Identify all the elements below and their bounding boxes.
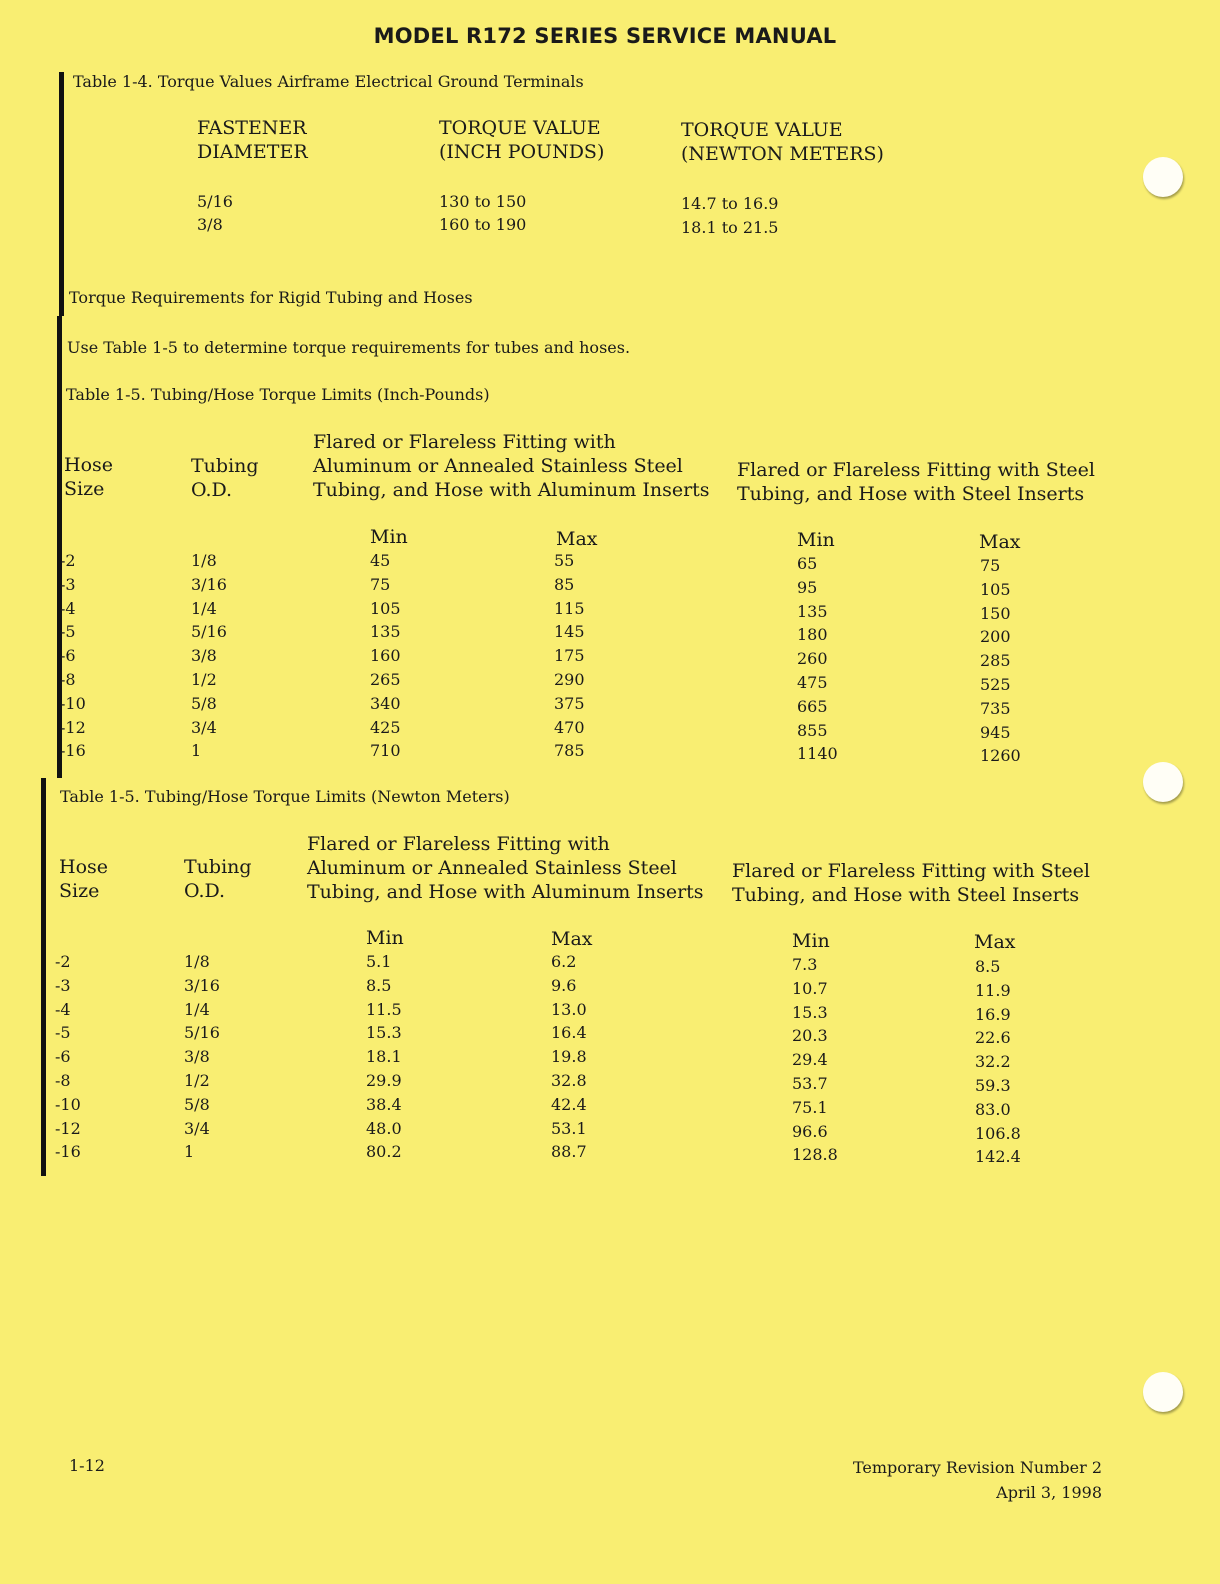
aluminum-max-cell: 115 bbox=[554, 598, 585, 618]
revision-bar bbox=[59, 72, 64, 316]
hose-size-cell: -8 bbox=[60, 670, 76, 689]
aluminum-max-cell: 32.8 bbox=[551, 1071, 587, 1090]
steel-min-cell: 15.3 bbox=[792, 1002, 828, 1022]
tubing-od-cell: 5/8 bbox=[184, 1094, 210, 1114]
table-1-4-cell: 130 to 150 bbox=[439, 192, 527, 211]
aluminum-max-cell: 88.7 bbox=[551, 1142, 587, 1162]
aluminum-fitting-header: Flared or Flareless Fitting with Aluminum or Annealed Stainless Steel Tubing, and Hose with Aluminum Inserts bbox=[313, 431, 710, 501]
steel-min-cell: 1140 bbox=[797, 744, 838, 764]
steel-min-cell: 20.3 bbox=[792, 1026, 828, 1046]
min-header: Min bbox=[792, 930, 830, 952]
steel-min-cell: 475 bbox=[797, 673, 828, 692]
steel-fitting-header: Flared or Flareless Fitting with Steel Tubing, and Hose with Steel Inserts bbox=[737, 459, 1095, 505]
tubing-od-cell: 3/8 bbox=[191, 646, 217, 666]
hose-size-cell: -16 bbox=[55, 1142, 81, 1162]
hose-size-cell: -2 bbox=[55, 952, 71, 971]
steel-max-cell: 525 bbox=[980, 675, 1011, 694]
tubing-od-cell: 3/8 bbox=[184, 1047, 210, 1067]
table-1-4-cell: 14.7 to 16.9 bbox=[681, 194, 779, 213]
table-1-5-nm-caption: Table 1-5. Tubing/Hose Torque Limits (Newton Meters) bbox=[60, 787, 510, 806]
aluminum-min-cell: 135 bbox=[370, 622, 401, 642]
aluminum-min-cell: 29.9 bbox=[366, 1071, 402, 1090]
table-1-4-caption: Table 1-4. Torque Values Airframe Electrical Ground Terminals bbox=[73, 72, 584, 91]
tubing-od-cell: 3/4 bbox=[191, 717, 217, 737]
steel-max-cell: 32.2 bbox=[975, 1052, 1011, 1072]
steel-max-cell: 945 bbox=[980, 722, 1011, 742]
aluminum-max-cell: 19.8 bbox=[551, 1047, 587, 1067]
revision-bar bbox=[41, 778, 46, 1176]
steel-max-cell: 105 bbox=[980, 579, 1011, 599]
steel-max-cell: 59.3 bbox=[975, 1076, 1011, 1095]
tubing-od-cell: 3/4 bbox=[184, 1118, 210, 1138]
hose-size-cell: -10 bbox=[60, 693, 86, 713]
aluminum-min-cell: 265 bbox=[370, 670, 401, 689]
aluminum-min-cell: 5.1 bbox=[366, 952, 392, 971]
tubing-od-cell: 5/8 bbox=[191, 693, 217, 713]
aluminum-min-cell: 160 bbox=[370, 646, 401, 666]
steel-max-cell: 735 bbox=[980, 698, 1011, 718]
hose-size-cell: -6 bbox=[55, 1047, 71, 1067]
min-header: Min bbox=[370, 526, 408, 548]
hose-size-header: Hose Size bbox=[64, 454, 114, 500]
fastener-diameter-header: FASTENER DIAMETER bbox=[197, 117, 308, 163]
tubing-od-cell: 5/16 bbox=[184, 1023, 220, 1043]
tubing-od-cell: 3/16 bbox=[184, 975, 220, 995]
hose-size-header: Hose Size bbox=[59, 856, 109, 902]
hose-size-cell: -5 bbox=[60, 622, 76, 642]
steel-min-cell: 260 bbox=[797, 649, 828, 669]
binder-hole bbox=[1143, 762, 1183, 802]
steel-fitting-header: Flared or Flareless Fitting with Steel Tubing, and Hose with Steel Inserts bbox=[732, 860, 1090, 906]
max-header: Max bbox=[974, 931, 1016, 953]
aluminum-min-cell: 11.5 bbox=[366, 999, 402, 1019]
steel-max-cell: 16.9 bbox=[975, 1004, 1011, 1024]
revision-number: Temporary Revision Number 2 bbox=[852, 1458, 1102, 1477]
steel-min-cell: 180 bbox=[797, 625, 828, 645]
aluminum-min-cell: 18.1 bbox=[366, 1047, 402, 1067]
steel-min-cell: 855 bbox=[797, 720, 828, 740]
steel-max-cell: 106.8 bbox=[975, 1123, 1021, 1143]
section-heading: Torque Requirements for Rigid Tubing and Hoses bbox=[69, 288, 473, 307]
steel-min-cell: 75.1 bbox=[792, 1097, 828, 1117]
aluminum-min-cell: 80.2 bbox=[366, 1142, 402, 1162]
aluminum-max-cell: 9.6 bbox=[551, 975, 577, 995]
max-header: Max bbox=[556, 528, 598, 550]
hose-size-cell: -10 bbox=[55, 1094, 81, 1114]
steel-max-cell: 200 bbox=[980, 627, 1011, 647]
steel-max-cell: 22.6 bbox=[975, 1028, 1011, 1048]
steel-max-cell: 83.0 bbox=[975, 1099, 1011, 1119]
torque-inch-pounds-header: TORQUE VALUE (INCH POUNDS) bbox=[439, 117, 605, 163]
steel-min-cell: 95 bbox=[797, 577, 818, 597]
aluminum-max-cell: 6.2 bbox=[551, 952, 577, 971]
binder-hole bbox=[1143, 1372, 1183, 1412]
aluminum-max-cell: 13.0 bbox=[551, 999, 587, 1019]
aluminum-max-cell: 175 bbox=[554, 646, 585, 666]
tubing-od-cell: 3/16 bbox=[191, 574, 227, 594]
tubing-od-header: Tubing O.D. bbox=[191, 455, 259, 501]
min-header: Min bbox=[366, 927, 404, 949]
steel-max-cell: 1260 bbox=[980, 746, 1021, 766]
steel-min-cell: 10.7 bbox=[792, 978, 828, 998]
table-1-4-cell: 5/16 bbox=[197, 192, 233, 211]
hose-size-cell: -2 bbox=[60, 551, 76, 570]
aluminum-max-cell: 290 bbox=[554, 670, 585, 689]
hose-size-cell: -16 bbox=[60, 741, 86, 761]
aluminum-max-cell: 470 bbox=[554, 717, 585, 737]
steel-min-cell: 665 bbox=[797, 696, 828, 716]
torque-newton-meters-header: TORQUE VALUE (NEWTON METERS) bbox=[681, 119, 884, 165]
hose-size-cell: -12 bbox=[55, 1118, 81, 1138]
binder-hole bbox=[1143, 157, 1183, 197]
aluminum-max-cell: 375 bbox=[554, 693, 585, 713]
aluminum-min-cell: 105 bbox=[370, 598, 401, 618]
hose-size-cell: -5 bbox=[55, 1023, 71, 1043]
table-1-4-cell: 18.1 to 21.5 bbox=[681, 218, 779, 237]
aluminum-min-cell: 38.4 bbox=[366, 1094, 402, 1114]
min-header: Min bbox=[797, 529, 835, 551]
aluminum-min-cell: 75 bbox=[370, 574, 391, 594]
steel-min-cell: 135 bbox=[797, 601, 828, 621]
aluminum-min-cell: 48.0 bbox=[366, 1118, 402, 1138]
aluminum-min-cell: 425 bbox=[370, 717, 401, 737]
hose-size-cell: -4 bbox=[60, 598, 76, 618]
tubing-od-header: Tubing O.D. bbox=[184, 856, 252, 902]
aluminum-max-cell: 53.1 bbox=[551, 1118, 587, 1138]
section-text: Use Table 1-5 to determine torque requirements for tubes and hoses. bbox=[67, 338, 631, 357]
aluminum-max-cell: 16.4 bbox=[551, 1023, 587, 1043]
steel-max-cell: 11.9 bbox=[975, 980, 1011, 1000]
table-1-4-cell: 160 to 190 bbox=[439, 215, 527, 234]
hose-size-cell: -4 bbox=[55, 999, 71, 1019]
revision-date: April 3, 1998 bbox=[996, 1483, 1102, 1502]
steel-max-cell: 285 bbox=[980, 651, 1011, 671]
aluminum-max-cell: 55 bbox=[554, 551, 575, 570]
steel-max-cell: 142.4 bbox=[975, 1147, 1021, 1167]
tubing-od-cell: 1 bbox=[184, 1142, 195, 1162]
hose-size-cell: -6 bbox=[60, 646, 76, 666]
steel-max-cell: 150 bbox=[980, 603, 1011, 623]
aluminum-max-cell: 145 bbox=[554, 622, 585, 642]
aluminum-min-cell: 710 bbox=[370, 741, 401, 761]
aluminum-max-cell: 85 bbox=[554, 574, 575, 594]
tubing-od-cell: 1/2 bbox=[184, 1071, 210, 1090]
tubing-od-cell: 1/8 bbox=[184, 952, 210, 971]
tubing-od-cell: 1/2 bbox=[191, 670, 217, 689]
hose-size-cell: -12 bbox=[60, 717, 86, 737]
max-header: Max bbox=[979, 531, 1021, 553]
table-1-4-cell: 3/8 bbox=[197, 215, 223, 234]
tubing-od-cell: 1/8 bbox=[191, 551, 217, 570]
steel-min-cell: 128.8 bbox=[792, 1145, 838, 1165]
tubing-od-cell: 1/4 bbox=[184, 999, 210, 1019]
steel-min-cell: 29.4 bbox=[792, 1050, 828, 1070]
aluminum-min-cell: 8.5 bbox=[366, 975, 392, 995]
aluminum-min-cell: 15.3 bbox=[366, 1023, 402, 1043]
page-number: 1-12 bbox=[69, 1456, 105, 1475]
hose-size-cell: -3 bbox=[60, 574, 76, 594]
page-title: MODEL R172 SERIES SERVICE MANUAL bbox=[373, 24, 837, 48]
steel-min-cell: 7.3 bbox=[792, 955, 818, 974]
steel-min-cell: 53.7 bbox=[792, 1074, 828, 1093]
table-1-5-inch-caption: Table 1-5. Tubing/Hose Torque Limits (Inch-Pounds) bbox=[66, 385, 490, 404]
aluminum-min-cell: 340 bbox=[370, 693, 401, 713]
tubing-od-cell: 5/16 bbox=[191, 622, 227, 642]
tubing-od-cell: 1/4 bbox=[191, 598, 217, 618]
steel-min-cell: 96.6 bbox=[792, 1121, 828, 1141]
aluminum-min-cell: 45 bbox=[370, 551, 391, 570]
aluminum-fitting-header: Flared or Flareless Fitting with Aluminum or Annealed Stainless Steel Tubing, and Hose with Aluminum Inserts bbox=[307, 833, 704, 903]
hose-size-cell: -3 bbox=[55, 975, 71, 995]
steel-max-cell: 75 bbox=[980, 556, 1001, 575]
tubing-od-cell: 1 bbox=[191, 741, 202, 761]
max-header: Max bbox=[551, 928, 593, 950]
aluminum-max-cell: 785 bbox=[554, 741, 585, 761]
hose-size-cell: -8 bbox=[55, 1071, 71, 1090]
steel-max-cell: 8.5 bbox=[975, 957, 1001, 976]
steel-min-cell: 65 bbox=[797, 554, 818, 573]
aluminum-max-cell: 42.4 bbox=[551, 1094, 587, 1114]
